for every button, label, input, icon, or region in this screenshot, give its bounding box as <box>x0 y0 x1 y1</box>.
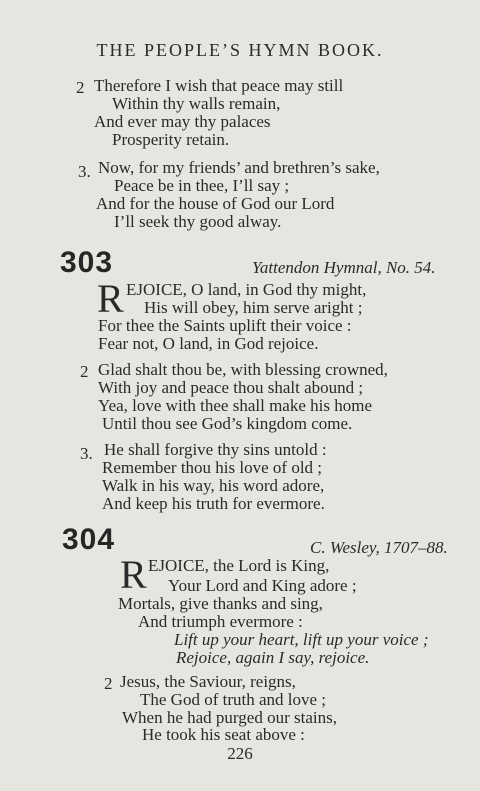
verse-line: Yea, love with thee shall make his home <box>98 396 373 415</box>
verse-line: Jesus, the Saviour, reigns, <box>120 672 296 691</box>
refrain-line: Rejoice, again I say, rejoice. <box>176 648 370 667</box>
verse-line: When he had purged our stains, <box>122 708 337 727</box>
verse-line: For thee the Saints uplift their voice : <box>98 316 352 335</box>
verse-line: EJOICE, O land, in God thy might, <box>126 280 367 299</box>
verse-line: Now, for my friends’ and brethren’s sake, <box>98 158 380 177</box>
hymn-number: 304 <box>62 523 116 556</box>
drop-cap: R <box>120 552 147 597</box>
verse-line: Until thou see God’s kingdom come. <box>102 414 353 433</box>
verse-number: 2 <box>104 674 113 693</box>
drop-cap: R <box>97 276 124 321</box>
verse-line: Therefore I wish that peace may still <box>94 76 344 95</box>
verse-number: 3. <box>80 444 93 463</box>
verse-line: Peace be in thee, I’ll say ; <box>114 176 290 195</box>
verse-line: And for the house of God our Lord <box>96 194 335 213</box>
hymn-number: 303 <box>60 246 114 279</box>
hymn-author: C. Wesley, 1707–88. <box>310 538 448 557</box>
verse-line: His will obey, him serve aright ; <box>144 298 363 317</box>
verse-line: Fear not, O land, in God rejoice. <box>98 334 319 353</box>
verse-line: Within thy walls remain, <box>112 94 281 113</box>
refrain-line: Lift up your heart, lift up your voice ; <box>174 630 429 649</box>
page-number: 226 <box>227 744 253 763</box>
verse-line: With joy and peace thou shalt abound ; <box>98 378 364 397</box>
verse-line: Glad shalt thou be, with blessing crowned, <box>98 360 388 379</box>
verse-line: Your Lord and King adore ; <box>168 576 357 595</box>
verse-number: 2 <box>76 78 85 97</box>
verse-line: The God of truth and love ; <box>140 690 327 709</box>
verse-line: And keep his truth for evermore. <box>102 494 325 513</box>
hymn-source: Yattendon Hymnal, No. 54. <box>252 258 436 277</box>
verse-line: Mortals, give thanks and sing, <box>118 594 323 613</box>
verse-line: Prosperity retain. <box>112 130 230 149</box>
verse-number: 3. <box>78 162 91 181</box>
verse-line: He shall forgive thy sins untold : <box>104 440 327 459</box>
verse-line: I’ll seek thy good alway. <box>114 212 282 231</box>
verse-line: He took his seat above : <box>142 725 305 744</box>
verse-line: And triumph evermore : <box>138 612 303 631</box>
running-head: THE PEOPLE’S HYMN BOOK. <box>96 40 384 60</box>
verse-line: EJOICE, the Lord is King, <box>148 556 330 575</box>
verse-line: And ever may thy palaces <box>94 112 271 131</box>
verse-number: 2 <box>80 362 89 381</box>
verse-line: Walk in his way, his word adore, <box>102 476 325 495</box>
verse-line: Remember thou his love of old ; <box>102 458 323 477</box>
